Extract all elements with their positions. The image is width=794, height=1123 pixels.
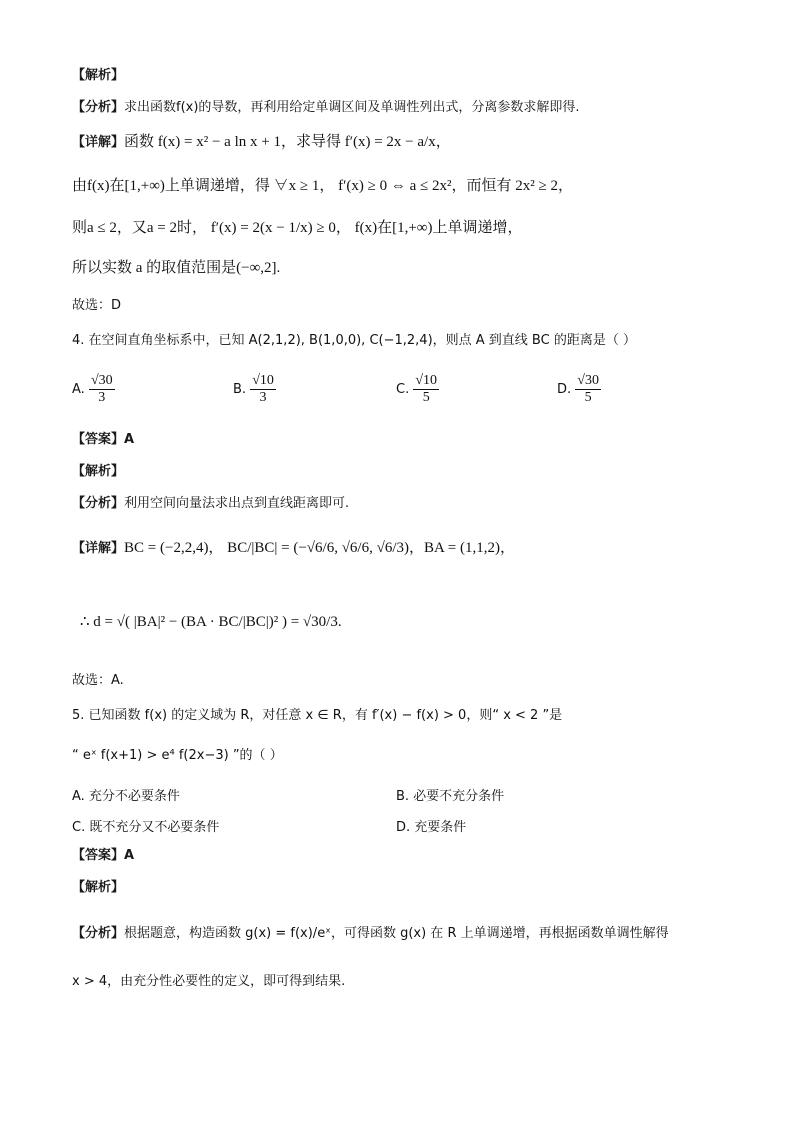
q5-option-d: D. 充要条件 <box>396 820 467 835</box>
q4-jiexi-label: 【解析】 <box>72 464 125 479</box>
option-fraction <box>250 373 276 406</box>
xiangjie-label: 【详解】 <box>72 541 125 556</box>
q5-answer-label: 【答案】A <box>72 848 135 863</box>
xiangjie-text: 函数 f(x) = x² − a ln x + 1，求导得 f′(x) = 2x − a/x， <box>124 134 451 150</box>
q4-stem: 4. 在空间直角坐标系中，已知 A(2,1,2), B(1,0,0), C(−1,2,4)，则点 A 到直线 BC 的距离是（ ） <box>72 333 636 348</box>
q5-option-c: C. 既不充分又不必要条件 <box>72 820 220 835</box>
option-fraction <box>89 373 115 406</box>
xiangjie-line-1 <box>72 132 451 153</box>
q4-answer-label: 【答案】A <box>72 432 135 447</box>
q5-stem-line-2: “ eˣ f(x+1) > e⁴ f(2x−3) ”的（ ） <box>72 748 283 763</box>
derivation-line-3: 则a ≤ 2，又a = 2时， f′(x) = 2(x − 1/x) ≥ 0， f(x)在[1,+∞)上单调递增， <box>72 220 523 236</box>
option-label: A. <box>72 382 85 397</box>
fraction-numerator: √10 <box>252 373 274 388</box>
xiangjie-label: 【详解】 <box>72 135 125 150</box>
q4-fenxi-line <box>72 494 349 514</box>
fenxi-text: 根据题意，构造函数 g(x) = f(x)/eˣ，可得函数 g(x) 在 R 上单调递增，再根据函数单调性解得 <box>124 926 669 941</box>
jiexi-label-1: 【解析】 <box>72 68 125 83</box>
fraction-numerator: √30 <box>90 373 113 388</box>
fenxi-text: 利用空间向量法求出点到直线距离即可. <box>124 496 350 511</box>
option-fraction <box>413 373 439 406</box>
derivation-line-4: 所以实数 a 的取值范围是(−∞,2]. <box>72 260 281 276</box>
q4-answer-line: 故选：A. <box>72 673 124 688</box>
q5-fenxi-line-1 <box>72 924 669 944</box>
q4-option-b <box>233 373 276 406</box>
option-label: C. <box>396 382 410 397</box>
option-label: B. <box>233 382 247 397</box>
q5-jiexi-label: 【解析】 <box>72 880 125 895</box>
fraction-denominator: 3 <box>259 390 267 405</box>
fenxi-line-1 <box>72 98 580 118</box>
fenxi-label: 【分析】 <box>72 926 125 941</box>
q5-stem-line-1: 5. 已知函数 f(x) 的定义域为 R，对任意 x ∈ R，有 f′(x) − f(x) > 0，则“ x < 2 ”是 <box>72 708 563 723</box>
xiangjie-text: BC = (−2,2,4)， BC/|BC| = (−√6/6, √6/6, √6/3)，BA = (1,1,2)， <box>124 540 515 556</box>
derivation-line-2: 由f(x)在[1,+∞)上单调递增，得 ∀x ≥ 1， f′(x) ≥ 0 ⇔ a ≤ 2x²，而恒有 2x² ≥ 2， <box>72 178 573 194</box>
fenxi-text: 求出函数f(x)的导数，再利用给定单调区间及单调性列出式，分离参数求解即得. <box>124 100 580 115</box>
fraction-numerator: √30 <box>577 373 599 388</box>
q5-option-b: B. 必要不充分条件 <box>396 789 505 804</box>
q4-option-a <box>72 373 115 406</box>
option-label: D. <box>557 382 572 397</box>
fenxi-label: 【分析】 <box>72 496 125 511</box>
option-fraction <box>575 373 601 406</box>
fraction-denominator: 3 <box>98 390 106 405</box>
q4-xiangjie-line <box>72 538 515 559</box>
q5-option-a: A. 充分不必要条件 <box>72 789 180 804</box>
answer-line-top: 故选：D <box>72 298 122 313</box>
fraction-denominator: 5 <box>584 390 592 405</box>
q4-distance-formula: ∴ d = √( |BA|² − (BA · BC/|BC|)² ) = √30/3. <box>80 614 342 630</box>
q4-option-c <box>396 373 439 406</box>
fenxi-label: 【分析】 <box>72 100 125 115</box>
q5-fenxi-line-2: x > 4，由充分性必要性的定义，即可得到结果. <box>72 974 346 989</box>
q4-option-d <box>557 373 601 406</box>
fraction-denominator: 5 <box>422 390 430 405</box>
fraction-numerator: √10 <box>415 373 438 388</box>
